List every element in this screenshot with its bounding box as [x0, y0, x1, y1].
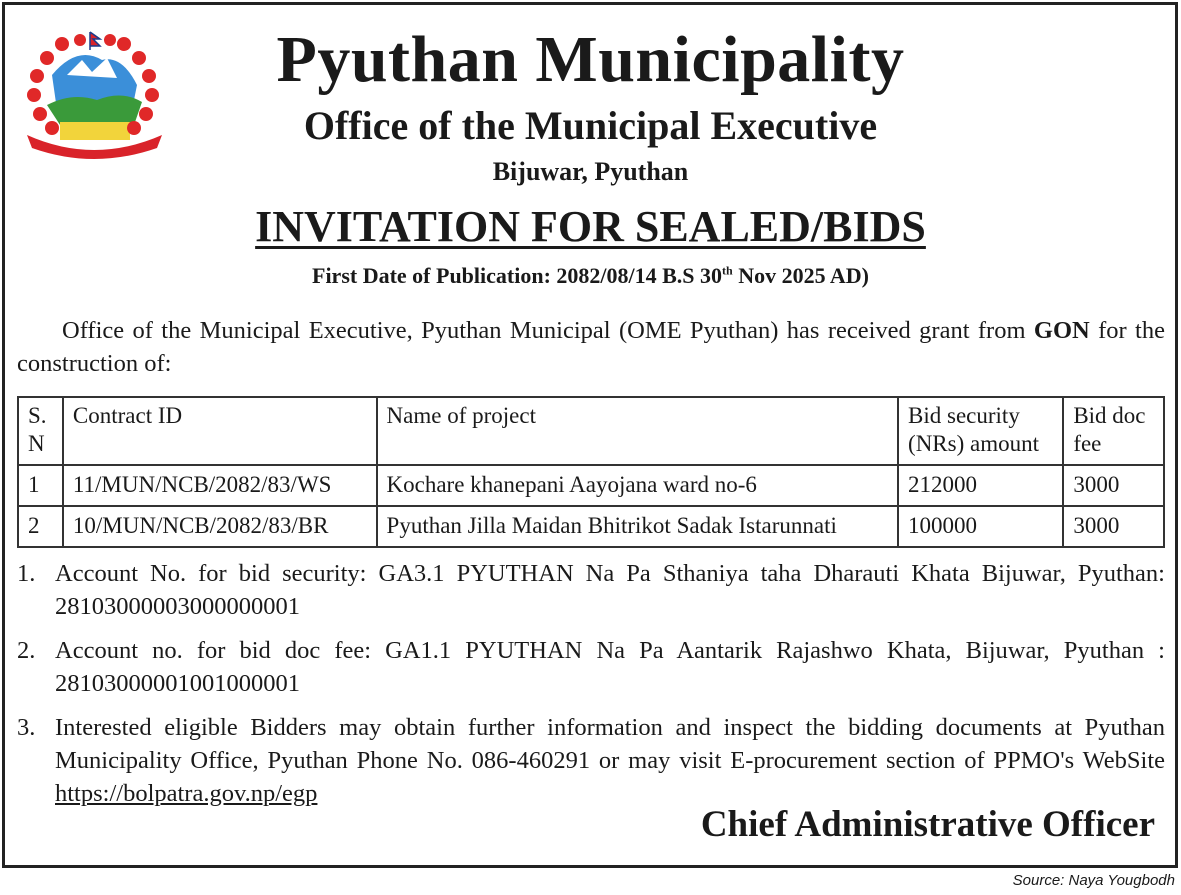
note-number: 3.: [17, 714, 36, 741]
cell-sn: 1: [18, 465, 63, 506]
header-bid-doc-fee: Bid doc fee: [1063, 397, 1164, 465]
egp-link[interactable]: https://bolpatra.gov.np/egp: [55, 780, 318, 807]
cell-contract-id: 10/MUN/NCB/2082/83/BR: [63, 506, 377, 547]
source-credit: Source: Naya Yougbodh: [1012, 872, 1175, 889]
header-bid-security: Bid security (NRs) amount: [898, 397, 1063, 465]
note-number: 2.: [17, 637, 36, 664]
cell-contract-id: 11/MUN/NCB/2082/83/WS: [63, 465, 377, 506]
notice-heading-text: INVITATION FOR SEALED/BIDS: [255, 202, 926, 251]
note-text: Account No. for bid security: GA3.1 PYUTHAN Na Pa Sthaniya taha Dharauti Khata Bijuwar, Pyuthan: 28103000003000000001: [55, 560, 1165, 620]
office-address: Bijuwar, Pyuthan: [492, 157, 689, 186]
header-sn: S. N: [18, 397, 63, 465]
notes-list: [17, 557, 1165, 821]
signature-title: Chief Administrative Officer: [700, 804, 1155, 845]
note-item: [17, 711, 1165, 810]
page-title: Pyuthan Municipality: [276, 23, 905, 96]
publication-sup: th: [722, 263, 733, 278]
note-item: [17, 557, 1165, 623]
cell-sn: 2: [18, 506, 63, 547]
office-subtitle: Office of the Municipal Executive: [303, 103, 878, 148]
publication-suffix: Nov 2025 AD): [732, 263, 869, 288]
note-text: Account no. for bid doc fee: GA1.1 PYUTHAN Na Pa Aantarik Rajashwo Khata, Bijuwar, Pyuthan : 28103000001001000001: [55, 637, 1165, 697]
intro-text: Office of the Municipal Executive, Pyuthan Municipal (OME Pyuthan) has received grant from: [62, 317, 1034, 344]
cell-project-name: Kochare khanepani Aayojana ward no-6: [377, 465, 899, 506]
cell-bid-security: 212000: [898, 465, 1063, 506]
table-header-row: [18, 397, 1164, 465]
header-contract-id: Contract ID: [63, 397, 377, 465]
header-project-name: Name of project: [377, 397, 899, 465]
intro-text-2: for the construction of:: [17, 317, 1165, 377]
notice-heading: [90, 201, 1091, 252]
table-row: [18, 465, 1164, 506]
publication-date: [90, 263, 1091, 289]
intro-paragraph: [17, 314, 1165, 380]
cell-bid-doc-fee: 3000: [1063, 465, 1164, 506]
cell-bid-security: 100000: [898, 506, 1063, 547]
intro-bold: GON: [1033, 317, 1090, 344]
publication-prefix: First Date of Publication: 2082/08/14 B.S 30: [312, 263, 723, 288]
note-text: Interested eligible Bidders may obtain further information and inspect the bidding documents at Pyuthan Municipality Office, Pyuthan Phone No. 086-460291 or may visit E-procurement section of PPMO's WebSite: [55, 714, 1165, 774]
table-row: [18, 506, 1164, 547]
cell-bid-doc-fee: 3000: [1063, 506, 1164, 547]
note-number: 1.: [17, 560, 36, 587]
cell-project-name: Pyuthan Jilla Maidan Bhitrikot Sadak Istarunnati: [377, 506, 899, 547]
note-item: [17, 634, 1165, 700]
bids-table: [17, 396, 1165, 548]
